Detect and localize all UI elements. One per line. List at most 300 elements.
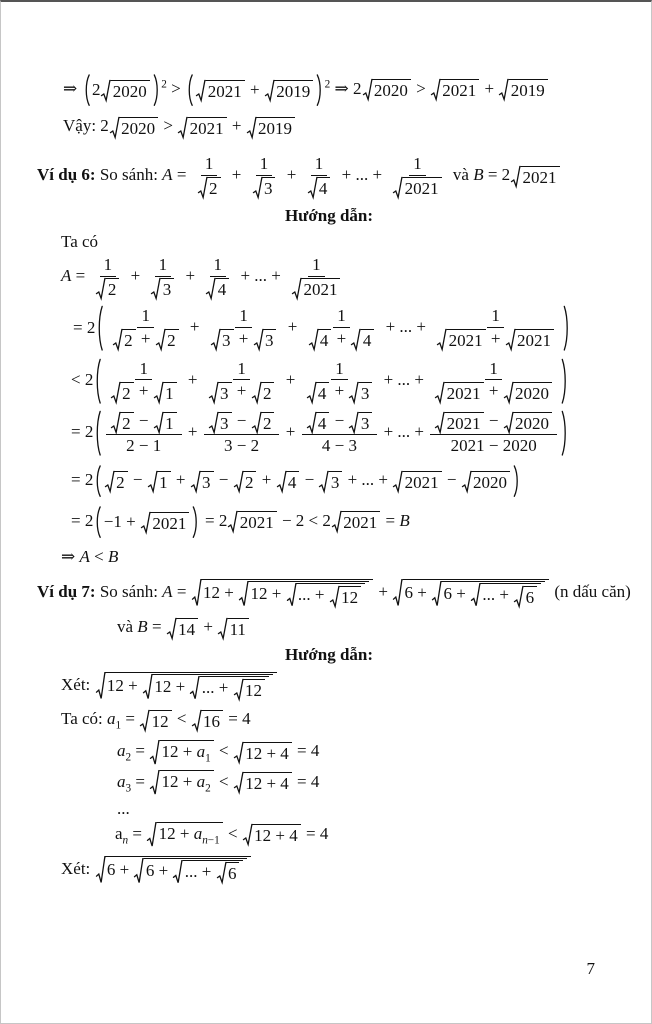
radical-sign (110, 117, 119, 139)
numerator: 1 (487, 306, 504, 328)
radicand: 12 + 4 (252, 824, 301, 846)
radicand: 1 (163, 412, 177, 434)
fraction (201, 255, 234, 299)
radicand: 2 (120, 382, 134, 404)
superscript: 2 (324, 78, 331, 91)
radical-sign (234, 772, 243, 794)
sqrt (393, 579, 549, 607)
radical-sign (105, 471, 114, 493)
bold-label: Hướng dẫn: (284, 205, 374, 225)
radical-sign (151, 278, 160, 300)
denominator: 4 + 3 (302, 380, 378, 403)
fraction (91, 255, 124, 299)
sqrt (499, 79, 547, 101)
step-rationalized (71, 410, 621, 456)
numerator: 3 − 2 (204, 411, 280, 435)
radical-sign (514, 586, 523, 608)
math-variable: B (473, 165, 484, 185)
sqrt (196, 80, 244, 102)
sqrt (254, 329, 277, 351)
numerator: 1 (201, 154, 218, 176)
radical-sign (192, 710, 201, 732)
sqrt (209, 412, 232, 434)
sqrt (330, 586, 361, 608)
sqrt (111, 412, 134, 434)
sqrt (435, 382, 483, 404)
sqrt (209, 382, 232, 404)
sqrt (105, 471, 128, 493)
radicand: 2021 (440, 79, 479, 101)
sqrt (349, 412, 372, 434)
radicand: 2 (207, 177, 221, 199)
sqrt (504, 412, 552, 434)
radicand: 2021 (445, 412, 484, 434)
left-paren (97, 305, 103, 351)
sqrt (393, 471, 441, 493)
sqrt (462, 471, 510, 493)
denominator: 2021 + 2021 (432, 328, 559, 351)
radical-sign (393, 177, 402, 199)
paren-content: 2021 + 2019 (194, 78, 315, 103)
conclusion-line (63, 115, 621, 138)
radical-sign (239, 581, 248, 607)
page-number: 7 (586, 959, 595, 978)
sqrt (154, 382, 177, 404)
sqrt (148, 471, 171, 493)
radical-sign (111, 382, 120, 404)
sqrt (253, 177, 276, 199)
radicand: 2 (261, 412, 275, 434)
fraction (204, 359, 280, 403)
radical-sign (363, 79, 372, 101)
denominator (248, 176, 281, 199)
text-run: So sánh: (95, 165, 163, 185)
bold-label: Ví dụ 6: (37, 165, 96, 185)
radical-sign (154, 382, 163, 404)
denominator: 3 + 3 (206, 328, 282, 351)
sqrt (143, 674, 273, 700)
radicand: 3 (161, 278, 175, 300)
paren-group (96, 305, 570, 351)
sqrt (234, 471, 257, 493)
denominator (287, 277, 345, 300)
fraction (108, 306, 184, 350)
xet-nested-12 (61, 672, 621, 700)
radical-sign (228, 511, 237, 533)
fraction (106, 359, 182, 403)
paren-content: 1 2 + 2 + 1 3 + 3 + 1 4 + 4 + ... + 1 2021 + 2021 (105, 305, 562, 351)
sqrt (506, 329, 554, 351)
right-paren (561, 358, 567, 404)
numerator: 4 − 3 (302, 411, 378, 435)
sqrt (234, 772, 292, 794)
math-expression (95, 675, 278, 700)
radical-sign (209, 412, 218, 434)
an-line (115, 822, 621, 847)
math-expression: $a_n$ = $12 + a_{n-1}$ < 12 + 4 = 4 (115, 824, 329, 847)
radicand: 2021 (403, 177, 442, 199)
right-paren (561, 410, 567, 456)
sqrt (96, 672, 277, 700)
radicand: 2 (120, 412, 134, 434)
radical-sign (96, 856, 105, 884)
paren-content: 2 2020 (91, 78, 152, 103)
paren-group (94, 465, 520, 497)
sqrt (96, 278, 119, 300)
denominator: 4 + 4 (304, 328, 380, 351)
denominator: 2 − 1 (126, 436, 162, 456)
radical-sign (150, 740, 159, 765)
radicand: 12 + ... + 12 (248, 581, 369, 607)
radicand: 2 (243, 471, 257, 493)
paren-group (83, 74, 161, 106)
sqrt (234, 742, 292, 764)
radical-sign (190, 676, 199, 700)
sqrt (150, 740, 214, 765)
radicand: ... + 6 (480, 583, 541, 607)
radical-sign (234, 742, 243, 764)
math-expression: $a_3$ = $12 + a_2$ < 12 + 4 = 4 (117, 771, 320, 795)
fraction (206, 306, 282, 350)
radical-sign (437, 329, 446, 351)
radical-sign (209, 382, 218, 404)
bold-label: Ví dụ 7: (37, 582, 96, 602)
math-expression: = 2 −1 + 2021 = 2 2021 − 2 < 2 2021 = B (71, 511, 410, 530)
radical-sign (234, 679, 243, 701)
step-equal-doubled (73, 305, 621, 351)
fraction (430, 359, 557, 403)
sqrt (192, 710, 223, 732)
numerator: 1 (210, 255, 227, 277)
step-a-definition (61, 255, 621, 299)
text-run: So sánh: (95, 582, 163, 602)
left-paren (95, 358, 101, 404)
radicand: 12 + 4 (243, 742, 292, 764)
paren-content: 1 2 + 1 + 1 3 + 2 + 1 4 + 3 + ... + 1 2021 + 2020 (103, 358, 560, 404)
numerator: 1 (235, 306, 252, 328)
math-expression: ⇒ A < B (61, 547, 119, 567)
radical-sign (140, 710, 149, 732)
fraction (106, 411, 182, 455)
denominator: 4 − 3 (321, 436, 357, 456)
radicand: 2021 (301, 278, 340, 300)
math-expression: = 2 1 2 + 2 + 1 3 + 3 + 1 4 + 4 + ... + 1 2021 + 2021 (73, 318, 572, 337)
math-expression: B = 14 + 11 (137, 617, 250, 636)
radical-sign (192, 579, 201, 607)
fraction (432, 306, 559, 350)
radicand: 3 (218, 382, 232, 404)
fraction (303, 154, 336, 198)
radical-sign (148, 471, 157, 493)
sqrt (243, 824, 301, 846)
sqrt (140, 710, 171, 732)
radical-sign (101, 80, 110, 102)
fraction (304, 306, 380, 350)
radicand: 2021 (188, 117, 227, 139)
math-variable: a (107, 709, 116, 729)
radical-sign (462, 471, 471, 493)
radicand: 3 (263, 329, 277, 351)
sqrt (178, 117, 226, 139)
fraction (248, 154, 281, 198)
radicand: 2 (122, 329, 136, 351)
radicand: 2021 (515, 329, 554, 351)
sqrt (111, 382, 134, 404)
left-paren (95, 465, 101, 497)
radicand: 3 (262, 177, 276, 199)
radicand: 14 (176, 618, 198, 640)
numerator: 1 (233, 359, 250, 381)
sqrt (437, 329, 485, 351)
math-expression: < 2 1 2 + 1 + 1 3 + 2 + 1 4 + 3 + ... + 1 2021 + 2020 (71, 370, 570, 389)
ta-co-line (61, 231, 621, 252)
sqrt (308, 177, 331, 199)
radicand: 6 (226, 862, 240, 884)
radical-sign (265, 80, 274, 102)
left-paren (187, 74, 193, 106)
radical-sign (330, 586, 339, 608)
radical-sign (253, 177, 262, 199)
radical-sign (287, 583, 296, 607)
sqrt (239, 581, 369, 607)
radical-sign (143, 674, 152, 700)
sqrt (206, 278, 229, 300)
sqrt (511, 166, 559, 188)
step-telescoping (71, 465, 621, 497)
step-final-bound (71, 506, 621, 538)
radical-sign (393, 471, 402, 493)
radical-sign (504, 382, 513, 404)
fraction (193, 154, 226, 198)
radicand: ... + 12 (296, 583, 365, 607)
denominator (201, 277, 234, 300)
text-run: và (448, 165, 474, 185)
sqrt (151, 278, 174, 300)
radicand: ... + 6 (183, 860, 244, 884)
right-paren (192, 506, 198, 538)
sqrt (431, 79, 479, 101)
numerator: 1 (137, 306, 154, 328)
numerator: 1 (331, 359, 348, 381)
right-paren (316, 74, 322, 106)
radical-sign (150, 770, 159, 795)
radicand: 4 (216, 278, 230, 300)
radicand: 4 (316, 382, 330, 404)
subscript: 1 (205, 752, 211, 765)
radicand: 12 (243, 679, 265, 701)
subscript (123, 834, 129, 846)
radical-sign (499, 79, 508, 101)
sqrt (228, 511, 276, 533)
subscript: 1 (115, 719, 122, 732)
text-run: Ta có: (61, 709, 108, 729)
numerator: 2 − 1 (106, 411, 182, 435)
sqrt (252, 382, 275, 404)
radicand: 3 (359, 412, 373, 434)
ellipsis-line (117, 798, 621, 819)
radical-sign (307, 412, 316, 434)
radical-sign (206, 278, 215, 300)
radical-sign (147, 822, 156, 847)
radical-sign (141, 512, 150, 534)
subscript: 2 (205, 782, 211, 795)
sqrt (211, 329, 234, 351)
math-expression: A = $\frac{1}{2}$ + $\frac{1}{3}$ + $\frac{1}{4}$ + ... + $\frac{1}{2021}$ (61, 266, 347, 285)
radical-sign (234, 471, 243, 493)
numerator: 1 (485, 359, 502, 381)
radicand: 2021 (238, 511, 277, 533)
radicand: 2021 (206, 80, 245, 102)
sqrt (332, 511, 380, 533)
a1-line (61, 708, 621, 732)
sqrt (173, 860, 243, 884)
radical-sign (96, 672, 105, 700)
right-paren (153, 74, 159, 106)
radicand: ... + 12 (200, 676, 269, 700)
radicand: 2021 (341, 511, 380, 533)
radical-sign (349, 412, 358, 434)
radical-sign (351, 329, 360, 351)
radical-sign (307, 382, 316, 404)
radicand: $12 + a_{n-1}$ (157, 822, 223, 847)
radical-sign (96, 278, 105, 300)
text-run: Ta có (61, 231, 99, 251)
step-less-than (71, 358, 621, 404)
denominator (91, 277, 124, 300)
text-run: (n dấu căn) (550, 582, 631, 602)
sqrt (435, 412, 483, 434)
radical-sign (156, 329, 165, 351)
paren-group (94, 358, 568, 404)
guide-heading-1 (37, 205, 621, 226)
radical-sign (247, 117, 256, 139)
radical-sign (308, 177, 317, 199)
radical-sign (173, 860, 182, 884)
paren-content: 2 − 1 + 3 − 2 + 4 − 3 + ... + 2021 − 2020 (103, 468, 512, 493)
radical-sign (292, 278, 301, 300)
math-expression: A = $\frac{1}{2}$ + $\frac{1}{3}$ + $\frac{1}{4}$ + ... + $\frac{1}{2021}$ (162, 165, 448, 184)
radicand: 2021 (521, 166, 560, 188)
text-run: Vậy: (63, 116, 101, 136)
radicand: 4 (318, 329, 332, 351)
subscript: 3 (125, 781, 132, 794)
denominator: 3 + 2 (204, 380, 280, 403)
radicand: 11 (228, 618, 249, 640)
example-7-statement (37, 579, 631, 607)
sqrt (471, 583, 541, 607)
sqrt (287, 583, 366, 607)
math-variable: n (122, 834, 129, 847)
numerator: 1 (256, 154, 273, 176)
radicand: 12 + 4 (243, 772, 292, 794)
sqrt (307, 412, 330, 434)
radicand: 4 (361, 329, 375, 351)
radicand: 1 (157, 471, 171, 493)
radicand: 2 (114, 471, 128, 493)
math-variable: B (137, 617, 148, 637)
radicand: 2 (106, 278, 120, 300)
sqrt (191, 471, 214, 493)
radical-sign (218, 618, 227, 640)
sqrt (101, 80, 149, 102)
guide-heading-2 (37, 644, 621, 665)
numerator: 1 (409, 154, 426, 176)
sqrt (307, 382, 330, 404)
radical-sign (319, 471, 328, 493)
math-expression: A = 12 + 12 + ... + 12 + 6 + 6 + ... + 6 (162, 582, 550, 601)
radical-sign (504, 412, 513, 434)
radicand: 3 (359, 382, 373, 404)
sqrt (277, 471, 300, 493)
radicand: 1 (163, 382, 177, 404)
radical-sign (252, 412, 261, 434)
sqrt (504, 382, 552, 404)
radicand: 2019 (274, 80, 313, 102)
fraction (302, 359, 378, 403)
sqrt (265, 80, 313, 102)
sqrt (319, 471, 342, 493)
radicand: 3 (220, 329, 234, 351)
math-variable: B (399, 510, 410, 530)
numerator: 1 (311, 154, 328, 176)
text-run: Xét: (61, 675, 95, 695)
denominator: 2021 − 2020 (450, 436, 537, 456)
text-run: Xét: (61, 858, 95, 878)
radical-sign (111, 412, 120, 434)
left-paren (95, 506, 101, 538)
paren-group (186, 74, 324, 106)
radicand: 2020 (513, 382, 552, 404)
math-variable: a (196, 771, 206, 791)
subscript: 2 (125, 751, 132, 764)
sqrt (292, 278, 340, 300)
radicand: 2020 (119, 117, 158, 139)
subscript: n−1 (202, 834, 220, 847)
sqrt (150, 770, 214, 795)
radical-sign (134, 858, 143, 884)
radicand: 12 + 12 + ... + 12 (105, 672, 277, 700)
math-variable: a (196, 741, 206, 761)
radical-sign (243, 824, 252, 846)
radicand: 6 + 6 + ... + 6 (105, 856, 252, 884)
right-paren (563, 305, 569, 351)
sqrt (167, 618, 198, 640)
radicand: 6 (524, 586, 538, 608)
sqrt (156, 329, 179, 351)
xet-nested-6 (61, 856, 621, 884)
math-variable: a (117, 771, 126, 791)
radicand: 2021 (447, 329, 486, 351)
sqrt (349, 382, 372, 404)
radicand: 2021 (403, 471, 442, 493)
denominator (146, 277, 179, 300)
radicand: 2 (261, 382, 275, 404)
paren-group (94, 410, 568, 456)
sqrt (351, 329, 374, 351)
radical-sign (198, 177, 207, 199)
conclusion-a-less-b (61, 546, 621, 567)
radical-sign (435, 412, 444, 434)
radical-sign (178, 117, 187, 139)
numerator: 1 (333, 306, 350, 328)
fraction (388, 154, 446, 198)
radicand: $12 + a_1$ (160, 740, 214, 765)
math-expression: = 2 2 − 1 2 − 1 + 3 − 2 3 − 2 + 4 − 3 4 − 3 + ... + 2021 − 2020 2021 − 2020 (71, 422, 570, 441)
math-expression: $a_1$ = 12 < 16 = 4 (107, 709, 251, 732)
radicand: 2019 (509, 79, 548, 101)
math-variable: A (162, 165, 173, 185)
sqrt (190, 676, 269, 700)
